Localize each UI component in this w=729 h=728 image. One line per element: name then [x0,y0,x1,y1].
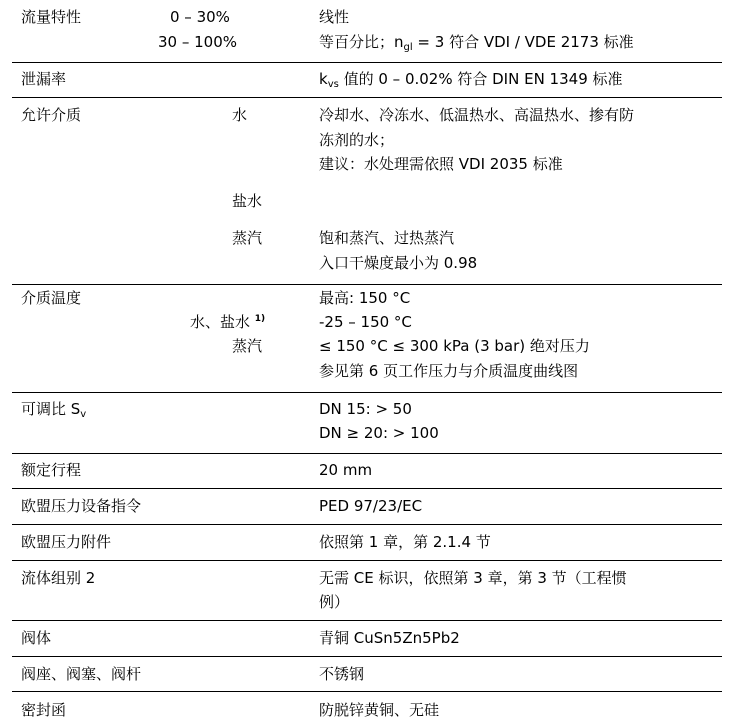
media-label: 允许介质 [21,106,82,124]
rangeability-line: DN ≥ 20: > 100 [319,424,439,442]
temperature-water-brine-label: 水、盐水 $^{1)}$ [190,313,266,331]
ped-label: 欧盟压力设备指令 [21,497,142,515]
media-steam-line: 入口干燥度最小为 0.98 [319,254,478,272]
seat-plug-stem-label: 阀座、阀塞、阀杆 [21,665,142,683]
media-water-line: 建议：水处理需依照 VDI 2035 标准 [319,155,563,173]
accessories-label: 欧盟压力附件 [21,533,112,551]
fluid-group-label: 流体组别 2 [21,569,96,587]
temperature-line: 最高: 150 °C [319,289,411,307]
media-water-line: 冻剂的水； [319,131,395,149]
accessories-value: 依照第 1 章，第 2.1.4 节 [319,533,491,551]
fluid-group-line: 例） [319,593,350,611]
flow-range-high: 30 – 100% [158,33,238,51]
medium-temperature-label: 介质温度 [21,289,82,307]
flow-value-linear: 线性 [319,8,350,26]
stroke-value: 20 mm [319,461,373,479]
temperature-line: 参见第 6 页工作压力与介质温度曲线图 [319,362,579,380]
rangeability-label: 可调比 $S_v$ [21,400,87,420]
ped-value: PED 97/23/EC [319,497,423,515]
media-steam-line: 饱和蒸汽、过热蒸汽 [319,229,455,247]
flow-value-equal-percentage: 等百分比；$n_{gl} = 3$ 符合 VDI / VDE 2173 标准 [319,33,634,53]
media-water-line: 冷却水、冷冻水、低温热水、高温热水、掺有防 [319,106,635,124]
gland-label: 密封函 [21,701,67,719]
fluid-group-line: 无需 CE 标识，依照第 3 章，第 3 节（工程惯 [319,569,627,587]
footnote-marker: 1) [254,314,266,324]
gland-value: 防脱锌黄铜、无硅 [319,701,440,719]
temperature-line: ≤ 150 °C ≤ 300 kPa (3 bar) 绝对压力 [319,337,590,355]
media-brine-label: 盐水 [232,192,263,210]
media-steam-label: 蒸汽 [232,229,263,247]
body-value: 青铜 CuSn5Zn5Pb2 [319,629,460,647]
seat-plug-stem-value: 不锈钢 [319,665,365,683]
temperature-line: -25 – 150 °C [319,313,412,331]
flow-range-low: 0 – 30% [170,8,230,26]
stroke-label: 额定行程 [21,461,82,479]
leakage-value: $k_{vs}$ 值的 0 – 0.02% 符合 DIN EN 1349 标准 [319,70,623,90]
flow-characteristic-label: 流量特性 [21,8,82,26]
body-label: 阀体 [21,629,52,647]
media-water-label: 水 [232,106,248,124]
temperature-steam-label: 蒸汽 [232,337,263,355]
rangeability-line: DN 15: > 50 [319,400,412,418]
leakage-label: 泄漏率 [21,70,67,88]
